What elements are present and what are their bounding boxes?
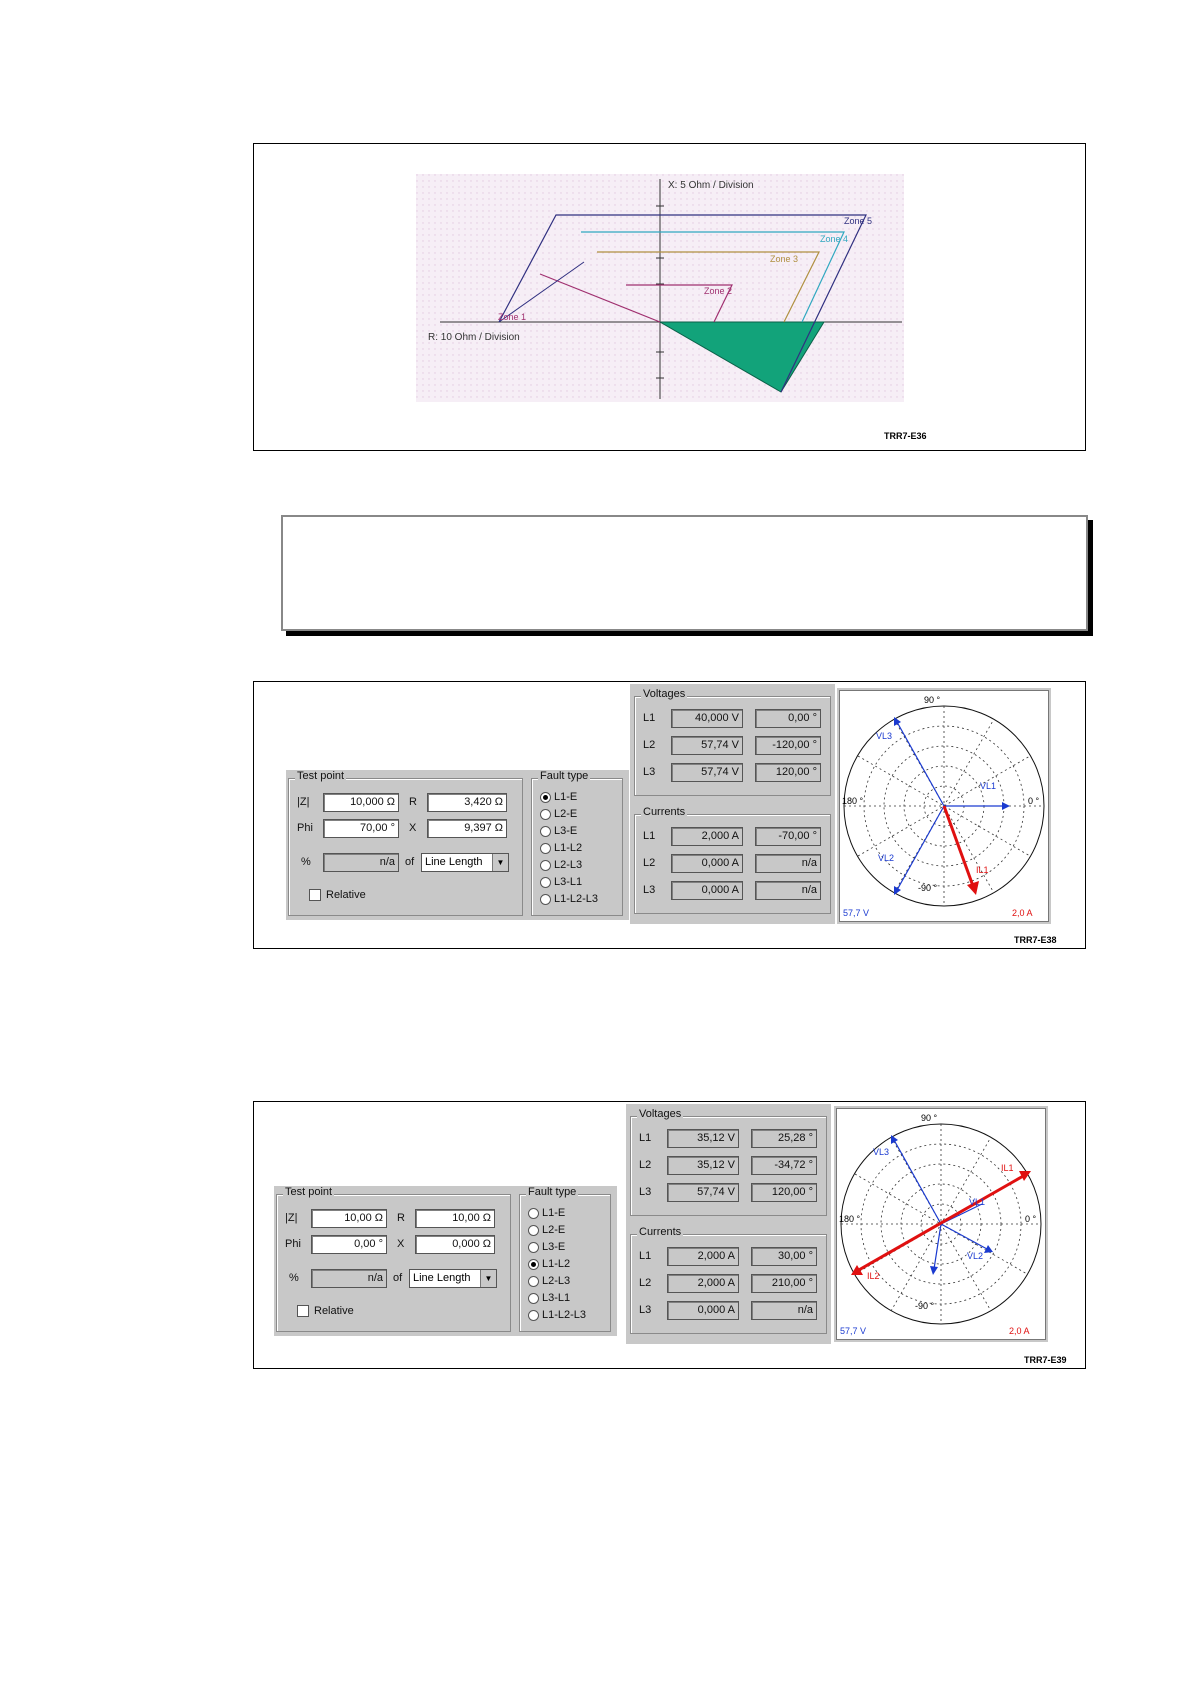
phi-label: Phi — [297, 822, 313, 834]
note-box — [281, 515, 1088, 631]
fault-option-l2l3[interactable] — [528, 1275, 570, 1287]
testpoint-title: Test point — [297, 770, 345, 782]
radio-dot[interactable] — [540, 877, 551, 888]
figure-2-frame — [253, 681, 1086, 949]
fault-option-l1e[interactable] — [528, 1207, 565, 1219]
radio-dot[interactable] — [540, 894, 551, 905]
polar-panel — [834, 1106, 1048, 1342]
voltages-group — [630, 1108, 827, 1216]
radio-dot[interactable] — [540, 809, 551, 820]
fault-option-label: L2-L3 — [542, 1275, 571, 1287]
currents-group — [634, 806, 831, 914]
voltage-l3-mag: 57,74 V — [671, 763, 743, 782]
fault-option-l2e[interactable] — [540, 808, 577, 820]
radio-dot[interactable] — [528, 1242, 539, 1253]
faulttype-group — [519, 1186, 611, 1332]
testpoint-panel — [274, 1186, 617, 1336]
fault-option-label: L2-E — [542, 1224, 566, 1236]
voltages-title: Voltages — [643, 688, 686, 700]
polar-top-label: 90 ° — [921, 1113, 938, 1123]
x-input[interactable]: 9,397 Ω — [427, 819, 507, 838]
vl2-label: VL2 — [878, 853, 895, 863]
figure-2-id: TRR7-E38 — [1014, 935, 1057, 945]
radio-dot[interactable] — [540, 792, 551, 803]
current-l1-label: L1 — [643, 830, 656, 842]
voltage-l1-ang: 25,28 ° — [751, 1129, 817, 1148]
testpoint-group — [288, 770, 523, 916]
phi-input[interactable]: 0,00 ° — [311, 1235, 387, 1254]
vl3-vector — [897, 722, 944, 806]
r-label: R — [397, 1212, 405, 1224]
il1-label: IL1 — [976, 865, 989, 875]
phi-input[interactable]: 70,00 ° — [323, 819, 399, 838]
fault-option-l1l2[interactable] — [528, 1258, 570, 1270]
voltage-l2-label: L2 — [639, 1159, 652, 1171]
current-scale-label: 2,0 A — [1012, 908, 1033, 918]
voltage-l1-ang: 0,00 ° — [755, 709, 821, 728]
current-l3-ang: n/a — [751, 1301, 817, 1320]
polar-top-label: 90 ° — [924, 695, 941, 705]
zone-1-label: Zone 1 — [498, 312, 527, 322]
testpoint-title: Test point — [285, 1186, 333, 1198]
fault-option-l2e[interactable] — [528, 1224, 565, 1236]
pct-field: n/a — [311, 1269, 387, 1288]
polar-left-label: 180 ° — [842, 796, 864, 806]
polar-panel — [837, 688, 1051, 924]
z-label: |Z| — [297, 796, 310, 808]
current-l2-ang: n/a — [755, 854, 821, 873]
polar-left-label: 180 ° — [839, 1214, 861, 1224]
fault-option-label: L2-L3 — [554, 859, 583, 871]
of-label: of — [405, 856, 415, 868]
current-l1-ang: 30,00 ° — [751, 1247, 817, 1266]
relative-label: Relative — [326, 889, 366, 901]
relative-label: Relative — [314, 1305, 354, 1317]
z-input[interactable]: 10,00 Ω — [311, 1209, 387, 1228]
radio-dot[interactable] — [528, 1276, 539, 1287]
vl2-vector — [897, 806, 944, 890]
il1-label: IL1 — [1001, 1163, 1014, 1173]
voltage-scale-label: 57,7 V — [843, 908, 870, 918]
vl3-label: VL3 — [876, 731, 893, 741]
fault-option-l3e[interactable] — [540, 825, 577, 837]
fault-option-label: L3-E — [554, 825, 578, 837]
measurements-panel — [626, 1104, 831, 1344]
checkbox-box[interactable] — [297, 1305, 309, 1317]
current-scale-label: 2,0 A — [1009, 1326, 1030, 1336]
voltage-l3-label: L3 — [639, 1186, 652, 1198]
fault-option-l2l3[interactable] — [540, 859, 582, 871]
current-l3-mag: 0,000 A — [671, 881, 743, 900]
current-l1-mag: 2,000 A — [671, 827, 743, 846]
z-input[interactable]: 10,000 Ω — [323, 793, 399, 812]
radio-dot[interactable] — [528, 1225, 539, 1236]
voltage-l2-mag: 57,74 V — [671, 736, 743, 755]
current-l2-ang: 210,00 ° — [751, 1274, 817, 1293]
zone-5-label: Zone 5 — [844, 216, 873, 226]
phi-label: Phi — [285, 1238, 301, 1250]
r-input[interactable]: 3,420 Ω — [427, 793, 507, 812]
polar-diagram — [836, 1108, 1046, 1340]
polar-diagram — [839, 690, 1049, 922]
voltage-l1-mag: 35,12 V — [667, 1129, 739, 1148]
figure-3-frame — [253, 1101, 1086, 1369]
voltage-l2-ang: -120,00 ° — [755, 736, 821, 755]
chevron-down-icon[interactable]: ▼ — [492, 854, 508, 871]
fault-option-l3l1[interactable] — [528, 1292, 570, 1304]
pct-field: n/a — [323, 853, 399, 872]
fault-option-label: L1-E — [554, 791, 578, 803]
figure-1-id: TRR7-E36 — [884, 431, 927, 441]
z-label: |Z| — [285, 1212, 298, 1224]
voltage-l1-mag: 40,000 V — [671, 709, 743, 728]
voltage-l3-mag: 57,74 V — [667, 1183, 739, 1202]
fault-option-label: L3-L1 — [554, 876, 583, 888]
zone-diagram — [254, 144, 1085, 450]
current-l3-ang: n/a — [755, 881, 821, 900]
x-axis-label: X: 5 Ohm / Division — [668, 180, 754, 191]
voltage-l2-ang: -34,72 ° — [751, 1156, 817, 1175]
fault-option-l1e[interactable] — [540, 791, 577, 803]
pct-label: % — [301, 856, 311, 868]
fault-option-l1l2[interactable] — [540, 842, 582, 854]
current-l2-label: L2 — [639, 1277, 652, 1289]
r-axis-label: R: 10 Ohm / Division — [428, 332, 520, 343]
r-label: R — [409, 796, 417, 808]
voltage-l2-label: L2 — [643, 739, 656, 751]
current-l2-mag: 2,000 A — [667, 1274, 739, 1293]
vertical-vector — [934, 1224, 941, 1269]
il2-label: IL2 — [867, 1271, 880, 1281]
il1-vector — [944, 806, 973, 886]
radio-dot[interactable] — [528, 1310, 539, 1321]
of-select[interactable] — [421, 853, 509, 872]
zone-2-label: Zone 2 — [704, 286, 733, 296]
vl1-label: VL1 — [980, 781, 997, 791]
fault-option-label: L3-L1 — [542, 1292, 571, 1304]
fault-option-label: L3-E — [542, 1241, 566, 1253]
radio-dot[interactable] — [528, 1208, 539, 1219]
voltage-l1-label: L1 — [643, 712, 656, 724]
current-l3-label: L3 — [643, 884, 656, 896]
fault-option-label: L1-L2-L3 — [554, 893, 599, 905]
of-label: of — [393, 1272, 403, 1284]
of-select-value: Line Length — [413, 1272, 471, 1284]
radio-dot[interactable] — [528, 1293, 539, 1304]
pct-label: % — [289, 1272, 299, 1284]
fault-option-l1l2l3[interactable] — [540, 893, 598, 905]
vl2-label: VL2 — [967, 1251, 984, 1261]
current-l1-label: L1 — [639, 1250, 652, 1262]
figure-3-id: TRR7-E39 — [1024, 1355, 1067, 1365]
radio-dot[interactable] — [540, 860, 551, 871]
checkbox-box[interactable] — [309, 889, 321, 901]
fault-option-label: L1-L2 — [542, 1258, 571, 1270]
voltage-l3-ang: 120,00 ° — [751, 1183, 817, 1202]
testpoint-panel — [286, 770, 629, 920]
voltage-l1-label: L1 — [639, 1132, 652, 1144]
fault-option-label: L1-L2 — [554, 842, 583, 854]
measurements-panel — [630, 684, 835, 924]
voltage-l3-label: L3 — [643, 766, 656, 778]
faulttype-title: Fault type — [528, 1186, 577, 1198]
currents-title: Currents — [639, 1226, 682, 1238]
x-label: X — [409, 822, 417, 834]
testpoint-group — [276, 1186, 511, 1332]
voltage-l3-ang: 120,00 ° — [755, 763, 821, 782]
current-l1-ang: -70,00 ° — [755, 827, 821, 846]
voltages-title: Voltages — [639, 1108, 682, 1120]
chevron-down-icon[interactable]: ▼ — [480, 1270, 496, 1287]
current-l2-label: L2 — [643, 857, 656, 869]
current-l1-mag: 2,000 A — [667, 1247, 739, 1266]
faulttype-title: Fault type — [540, 770, 589, 782]
voltage-l2-mag: 35,12 V — [667, 1156, 739, 1175]
vl1-label: VL1 — [969, 1197, 986, 1207]
fault-option-label: L1-L2-L3 — [542, 1309, 587, 1321]
fault-option-label: L2-E — [554, 808, 578, 820]
voltage-scale-label: 57,7 V — [840, 1326, 867, 1336]
zone-3-label: Zone 3 — [770, 254, 799, 264]
relative-checkbox[interactable] — [297, 1305, 354, 1317]
currents-group — [630, 1226, 827, 1334]
r-input[interactable]: 10,00 Ω — [415, 1209, 495, 1228]
of-select[interactable] — [409, 1269, 497, 1288]
vl2-vector — [941, 1224, 987, 1249]
vl3-label: VL3 — [873, 1147, 890, 1157]
polar-right-label: 0 ° — [1028, 796, 1040, 806]
fault-option-l1l2l3[interactable] — [528, 1309, 586, 1321]
fault-option-l3l1[interactable] — [540, 876, 582, 888]
current-l3-mag: 0,000 A — [667, 1301, 739, 1320]
radio-dot[interactable] — [540, 826, 551, 837]
voltages-group — [634, 688, 831, 796]
fault-option-label: L1-E — [542, 1207, 566, 1219]
of-select-value: Line Length — [425, 856, 483, 868]
radio-dot[interactable] — [528, 1259, 539, 1270]
vl3-vector — [894, 1140, 941, 1224]
relative-checkbox[interactable] — [309, 889, 366, 901]
radio-dot[interactable] — [540, 843, 551, 854]
polar-right-label: 0 ° — [1025, 1214, 1037, 1224]
currents-title: Currents — [643, 806, 686, 818]
current-l2-mag: 0,000 A — [671, 854, 743, 873]
faulttype-group — [531, 770, 623, 916]
polar-bottom-label: -90 ° — [915, 1301, 935, 1311]
polar-bottom-label: -90 ° — [918, 883, 938, 893]
current-l3-label: L3 — [639, 1304, 652, 1316]
x-label: X — [397, 1238, 405, 1250]
fault-option-l3e[interactable] — [528, 1241, 565, 1253]
x-input[interactable]: 0,000 Ω — [415, 1235, 495, 1254]
zone-4-label: Zone 4 — [820, 234, 849, 244]
figure-1-frame — [253, 143, 1086, 451]
